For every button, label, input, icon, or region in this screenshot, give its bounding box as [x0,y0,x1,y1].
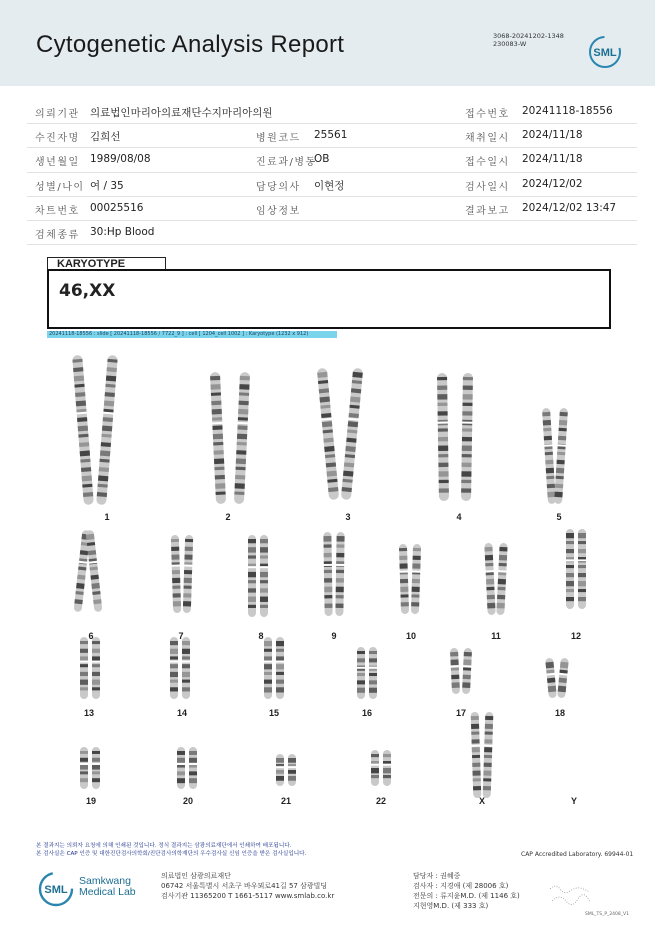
info-label: 담당의사 [256,181,301,193]
chromosome-label: 11 [491,631,501,641]
info-value: 2024/12/02 13:47 [522,201,617,214]
chromosome [335,532,345,616]
chromosome [276,754,285,786]
chromosome-pair-21 [276,754,297,786]
staff-line: 지현영M.D. (제 333 호) [413,902,489,910]
cap-accreditation: CAP Accredited Laboratory. 69944-01 [521,851,634,858]
chromosome [482,712,494,798]
info-value: 30:Hp Blood [90,225,155,238]
chromosome [264,637,273,699]
chromosome [170,535,181,613]
chromosome-pair-3 [316,368,363,500]
footer-notes [36,842,306,858]
chromosome-pair-10 [398,544,421,614]
note-line: 본 검사실은 CAP 인증 및 대한진단검사의학회/진단검사의학재단의 우수검사실 신임 인증을 받은 검사실입니다. [36,851,307,857]
chromosome-label: 6 [88,631,94,641]
info-value: 00025516 [90,201,144,214]
info-label: 접수번호 [465,109,510,120]
chromosome-pair-4 [436,373,473,501]
chromosome [182,637,191,699]
chromosome-label: 4 [456,512,462,522]
staff-line: 담당자 : 권혜중 [413,872,461,880]
info-value: 김희선 [90,131,121,144]
chromosome [233,372,250,504]
chromosome-label: 7 [178,631,184,641]
chromosome [276,637,285,699]
chromosome [209,372,226,504]
chromosome-label: 3 [345,512,351,522]
info-value: 의료법인마리아의료재단수지마리아의원 [90,107,273,119]
staff-line: 전문의 : 류지윤M.D. (제 1146 호) [413,892,520,900]
chromosome-label: 14 [176,708,188,718]
chromosome [484,543,496,615]
lab-address [161,871,334,901]
chromosome-pair-8 [248,535,269,617]
chromosome-label: 16 [361,708,373,718]
chromosome-pair-X [470,712,494,798]
info-label: 접수일시 [465,157,510,169]
info-label: 의뢰기관 [35,109,80,120]
chromosome [288,754,297,786]
brand-line1: Samkwang [79,875,131,887]
chromosome [496,543,508,615]
chromosome-pair-18 [545,658,570,699]
chromosome [369,647,378,699]
karyogram-caption: 20241118-18556 : slide [ 20241118-18556 / 7722_9 ] : cell [ 1204_cell 1002 ] : Karyotype (1232 x 912) [47,331,337,338]
chromosome [553,408,568,504]
karyotype-value: 46,XX [59,281,116,301]
info-value: 20241118-18556 [522,105,613,117]
info-value: OB [314,153,330,166]
chromosome [566,529,575,609]
info-label: 검사일시 [465,181,510,193]
chromosome [541,408,556,504]
info-value: 25561 [314,129,348,142]
chromosome [316,368,339,500]
chromosome-label: 8 [258,631,264,641]
chromosome [177,747,186,789]
karyotype-label: KARYOTYPE [47,257,166,269]
form-code: SML_TS_P_2408_V1 [585,912,629,917]
info-value: 여 / 35 [90,179,124,192]
chromosome-label: 21 [280,796,292,806]
chromosome [248,535,257,617]
chromosome [80,747,89,789]
chromosome [578,529,587,609]
chromosome-label: 15 [268,708,280,718]
chromosome-pair-5 [541,408,568,504]
chromosome-label: 12 [570,631,582,641]
chromosome-label: 10 [405,631,417,641]
chromosome-label: 2 [225,512,231,522]
chromosome-pair-2 [209,372,250,504]
chromosome [398,544,409,614]
signature-scribble [548,879,593,909]
chromosome [96,355,119,505]
brand-line2: Medical Lab [79,886,136,898]
info-label: 채취일시 [465,133,510,145]
info-label: 성별/나이 [35,181,85,193]
chromosome-pair-13 [80,637,101,699]
chromosome-label: 5 [556,512,562,522]
info-label: 결과보고 [465,205,510,217]
info-label: 병원코드 [256,133,301,145]
info-label: 진료과/병동 [256,157,317,169]
svg-text:SML: SML [593,47,617,59]
chromosome-pair-17 [449,648,472,694]
chromosome-label: 13 [83,708,95,718]
chromosome [189,747,198,789]
chromosome-label: X [478,796,486,806]
report-code-line2: 230083-W [493,40,527,48]
chromosome-pair-20 [177,747,198,789]
chromosome-pair-22 [371,750,392,786]
chromosome [323,532,333,616]
chromosome [436,373,449,501]
chromosome-label: 20 [182,796,194,806]
chromosome [170,637,179,699]
brand-name [79,876,136,898]
chromosome-pair-16 [357,647,378,699]
staff-list [413,871,520,911]
address-line: 의료법인 삼광의료재단 [161,872,231,880]
chromosome-pair-1 [72,355,119,505]
info-label: 수진자명 [35,133,80,145]
samkwang-logo-icon [36,869,76,909]
info-value: 2024/11/18 [522,129,583,142]
chromosome [92,637,101,699]
chromosome-pair-14 [170,637,191,699]
info-value: 2024/12/02 [522,177,583,190]
chromosome-label: 1 [104,512,110,522]
chromosome [72,355,95,505]
info-label: 임상정보 [256,205,301,217]
chromosome [340,368,363,500]
chromosome-pair-15 [264,637,285,699]
info-value: 이현정 [314,179,345,192]
info-label: 생년월일 [35,157,80,169]
chromosome [460,373,473,501]
chromosome-pair-11 [484,543,508,615]
staff-line: 검사자 : 지경애 (제 28006 호) [413,882,509,890]
chromosome [80,637,89,699]
chromosome-pair-19 [80,747,101,789]
chromosome [461,648,472,694]
chromosome-pair-7 [170,535,193,613]
chromosome [92,747,101,789]
chromosomes [72,355,587,798]
chromosome [260,535,269,617]
svg-text:SML: SML [44,884,68,896]
report-code-line1: 3068-20241202-1348 [493,32,564,40]
address-line: 검사기관 11365200 T 1661-5117 www.smlab.co.kr [161,892,335,900]
info-value: 1989/08/08 [90,153,151,166]
chromosome-pair-9 [323,532,345,616]
chromosome [383,750,392,786]
chromosome [357,647,366,699]
info-label: 검체종류 [35,229,80,241]
info-label: 차트번호 [35,205,80,217]
chromosome [449,648,460,694]
note-line: 본 결과지는 의뢰자 요청에 의해 인쇄된 것입니다. 정식 결과지는 삼광의료재단에서 인쇄하여 배포됩니다. [36,843,292,849]
chromosome [85,530,103,612]
info-value: 2024/11/18 [522,153,583,166]
report-title: Cytogenetic Analysis Report [36,31,345,58]
chromosome-label: 9 [331,631,337,641]
chromosome-label: 19 [85,796,97,806]
chromosome [470,712,482,798]
chromosome [371,750,380,786]
chromosome-label: 22 [375,796,387,806]
chromosome-label: Y [570,796,578,806]
chromosome-pair-6 [73,530,103,612]
address-line: 06742 서울특별시 서초구 바우뫼로41길 57 삼광빌딩 [161,882,328,890]
chromosome-label: 17 [455,708,467,718]
chromosome [182,535,193,613]
chromosome-label: 18 [554,708,566,718]
chromosome-pair-12 [566,529,587,609]
chromosome [410,544,421,614]
chromosome [545,658,558,699]
chromosome [557,658,570,699]
